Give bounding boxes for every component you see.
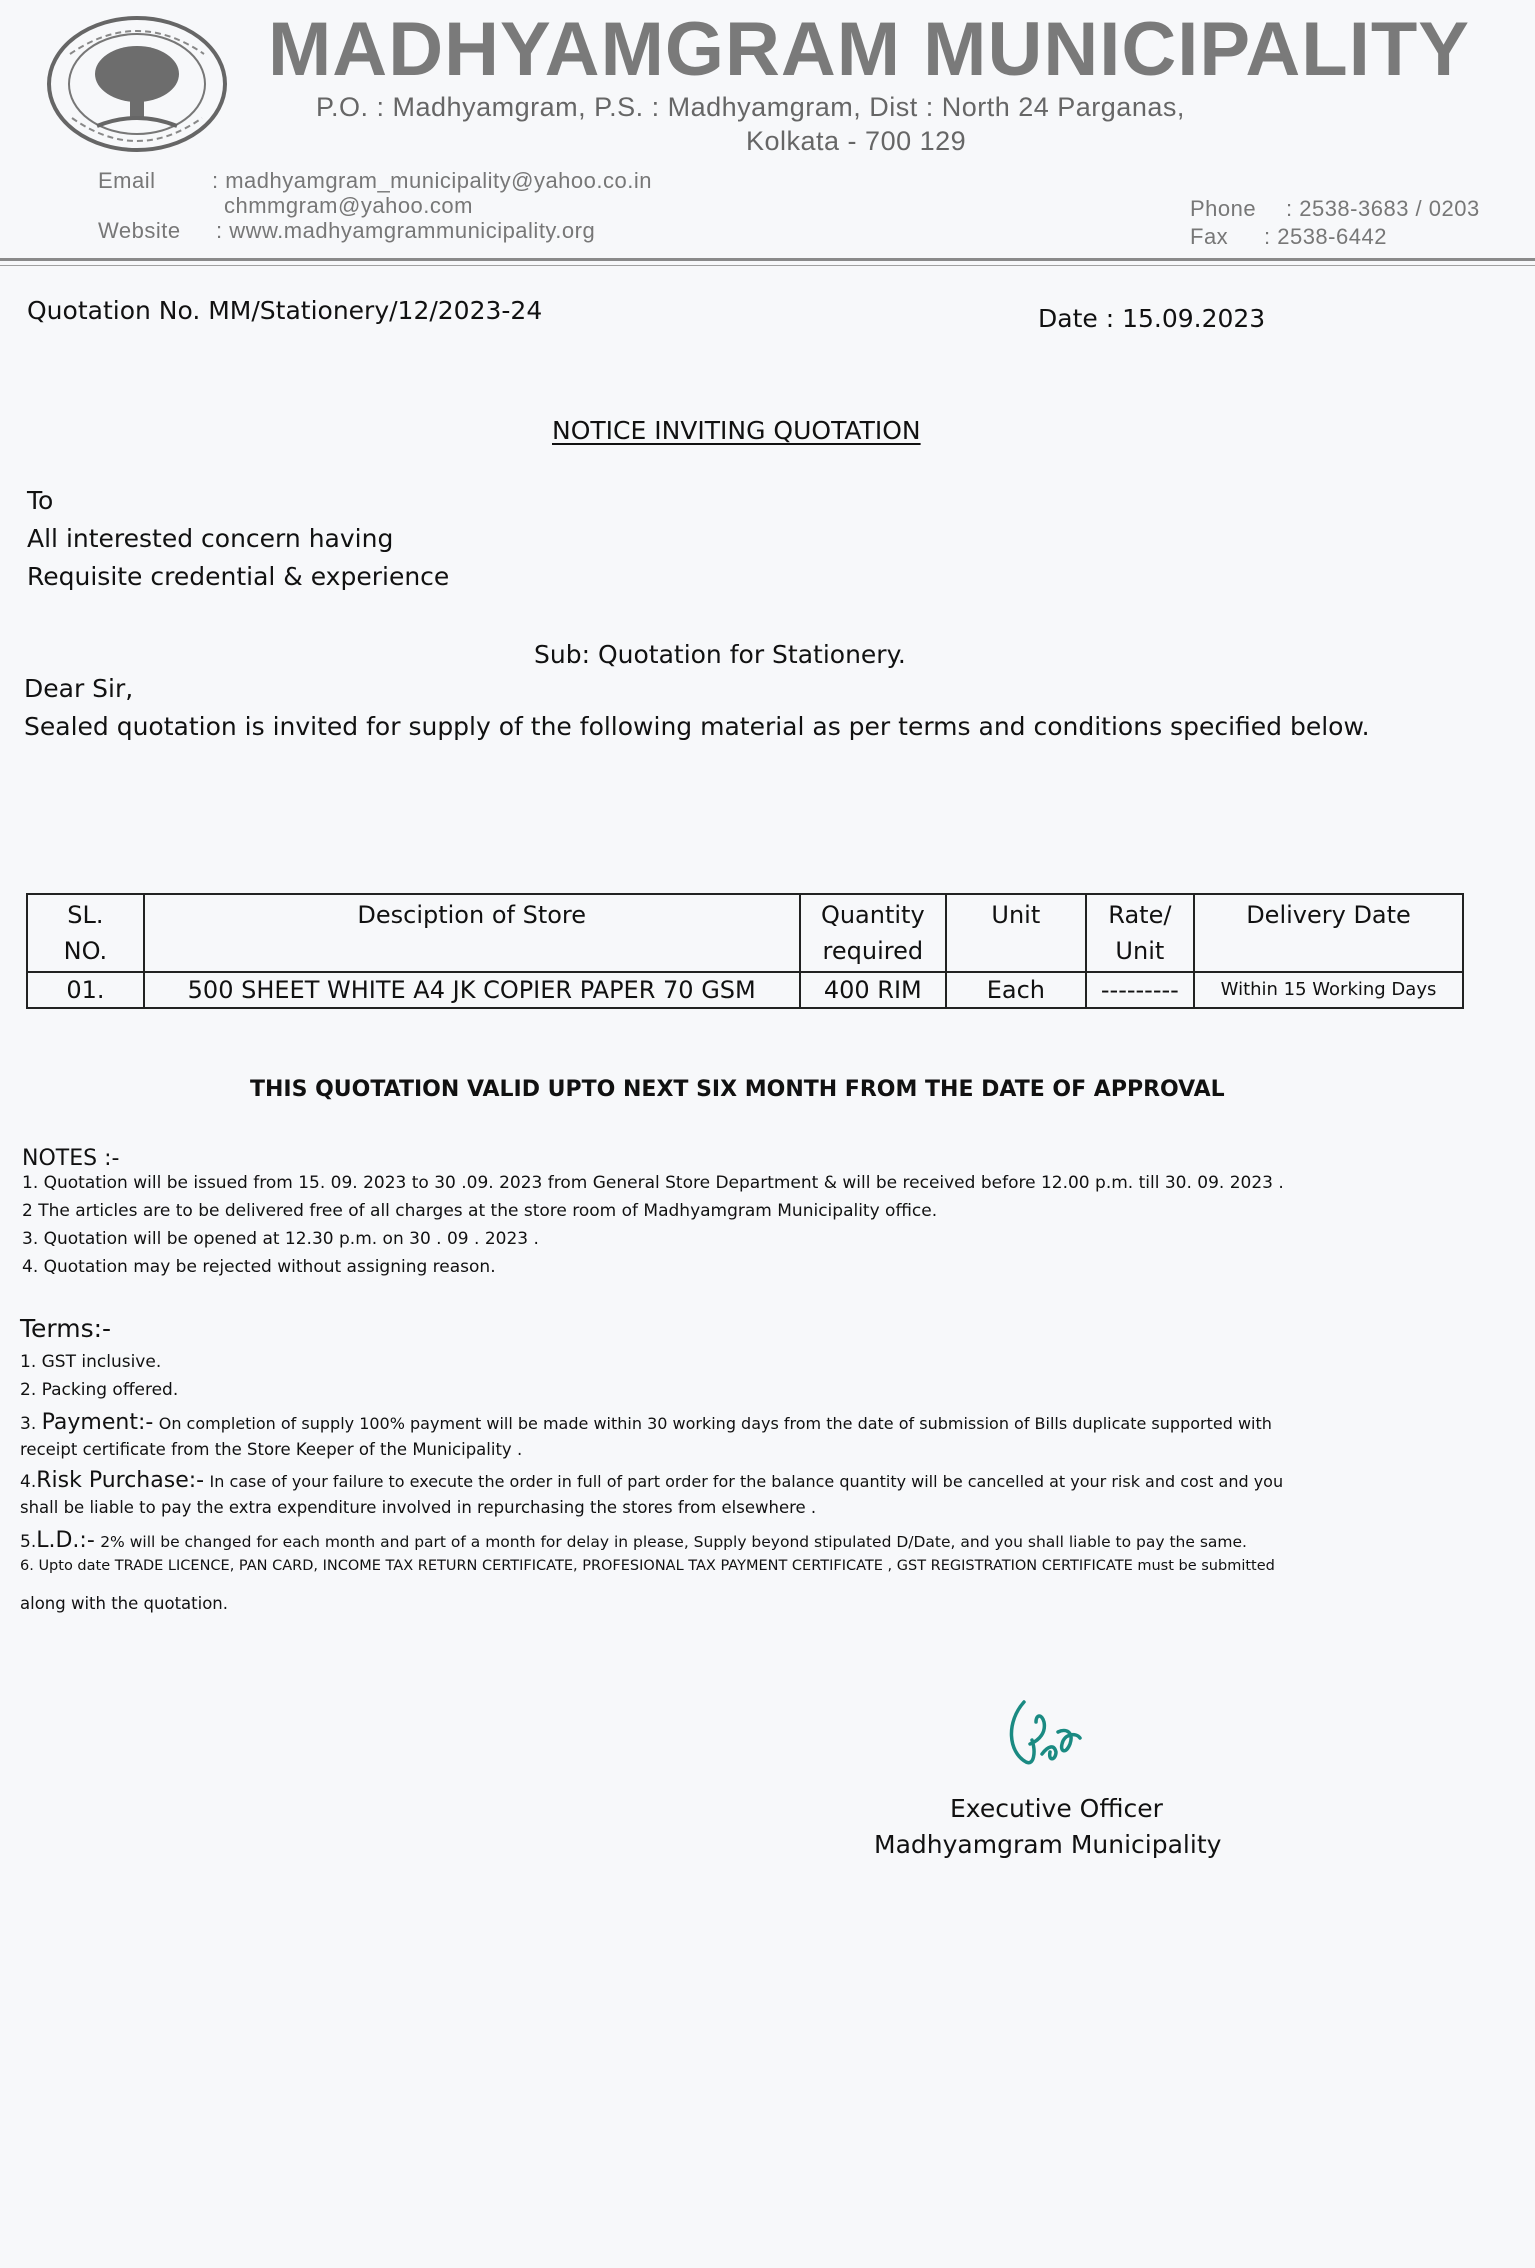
quotation-number: Quotation No. MM/Stationery/12/2023-24: [27, 296, 543, 325]
cell-description: 500 SHEET WHITE A4 JK COPIER PAPER 70 GSM: [144, 972, 800, 1008]
col-header-text: SL.: [67, 901, 104, 929]
letterhead-rule: [0, 258, 1535, 261]
col-header-text: required: [822, 937, 924, 965]
col-header-unit: Unit: [946, 894, 1086, 972]
term-5-number: 5.: [20, 1532, 37, 1552]
term-5-line-1: [20, 1528, 1247, 1553]
table-row: [27, 972, 1463, 1008]
municipality-seal-logo: [42, 14, 232, 154]
handwritten-signature: [996, 1692, 1106, 1782]
email-1: : madhyamgram_municipality@yahoo.co.in: [212, 168, 652, 193]
col-header-description: Desciption of Store: [144, 894, 800, 972]
intro-paragraph: Sealed quotation is invited for supply of the following material as per terms and conditions specified below.: [24, 712, 1370, 741]
cell-delivery-date: Within 15 Working Days: [1194, 972, 1463, 1008]
col-header-quantity: [800, 894, 946, 972]
signatory-organization: Madhyamgram Municipality: [874, 1830, 1222, 1859]
email-2: chmmgram@yahoo.com: [224, 193, 473, 218]
fax-number: : 2538-6442: [1264, 224, 1387, 249]
term-3-number: 3.: [20, 1414, 37, 1434]
phone-number: : 2538-3683 / 0203: [1286, 196, 1480, 221]
note-item-3: 3. Quotation will be opened at 12.30 p.m. on 30 . 09 . 2023 .: [22, 1229, 539, 1249]
col-header-text: NO.: [63, 937, 108, 965]
cell-unit: Each: [946, 972, 1086, 1008]
fax-label: Fax: [1190, 224, 1229, 249]
cell-quantity: 400 RIM: [800, 972, 946, 1008]
cell-rate: ---------: [1086, 972, 1194, 1008]
address-line-1: P.O. : Madhyamgram, P.S. : Madhyamgram, Dist : North 24 Parganas,: [316, 92, 1185, 122]
term-6-line-1: 6. Upto date TRADE LICENCE, PAN CARD, INCOME TAX RETURN CERTIFICATE, PROFESIONAL TAX PAYMENT CERTIFICATE , GST REGISTRATION CERTIFICATE must be submitted: [20, 1558, 1275, 1574]
validity-statement: THIS QUOTATION VALID UPTO NEXT SIX MONTH FROM THE DATE OF APPROVAL: [250, 1077, 1225, 1102]
letterhead-rule-thin: [0, 265, 1535, 266]
cell-sl-no: 01.: [27, 972, 144, 1008]
table-header-row: [27, 894, 1463, 972]
term-3-line-1: [20, 1410, 1272, 1435]
notice-title: NOTICE INVITING QUOTATION: [552, 416, 921, 445]
website: : www.madhyamgrammunicipality.org: [216, 218, 596, 243]
col-header-text: Rate/: [1108, 901, 1172, 929]
term-4-label: Risk Purchase:-: [36, 1468, 205, 1493]
salutation: Dear Sir,: [24, 674, 134, 703]
col-header-text: Unit: [1115, 937, 1165, 965]
municipality-name: MADHYAMGRAM MUNICIPALITY: [268, 7, 1470, 92]
note-item-1: 1. Quotation will be issued from 15. 09. 2023 to 30 .09. 2023 from General Store Department & will be received before 12.00 p.m. till 30. 09. 2023 .: [22, 1173, 1284, 1193]
recipient-line-2: Requisite credential & experience: [27, 562, 450, 591]
col-header-delivery-date: Delivery Date: [1194, 894, 1463, 972]
term-3-label: Payment:-: [41, 1410, 154, 1435]
notes-heading: NOTES :-: [22, 1146, 120, 1171]
phone-label: Phone: [1190, 196, 1257, 221]
signatory-designation: Executive Officer: [950, 1794, 1163, 1823]
term-4-number: 4.: [20, 1472, 37, 1492]
terms-heading: Terms:-: [20, 1314, 112, 1343]
term-3-text: On completion of supply 100% payment will be made within 30 working days from the date of submission of Bills duplicate supported with: [158, 1414, 1272, 1433]
col-header-text: Quantity: [820, 901, 925, 929]
website-label: Website: [98, 218, 181, 243]
quotation-items-table: [26, 893, 1464, 1009]
term-3-line-2: receipt certificate from the Store Keeper of the Municipality .: [20, 1440, 523, 1459]
term-5-label: L.D.:-: [36, 1528, 95, 1553]
note-item-2: 2 The articles are to be delivered free of all charges at the store room of Madhyamgram Municipality office.: [22, 1201, 938, 1221]
subject-line: Sub: Quotation for Stationery.: [534, 640, 906, 669]
term-4-text: In case of your failure to execute the order in full of part order for the balance quantity will be cancelled at your risk and cost and you: [209, 1472, 1284, 1491]
quotation-date: Date : 15.09.2023: [1038, 304, 1266, 333]
term-2: 2. Packing offered.: [20, 1380, 179, 1400]
email-label: Email: [98, 168, 156, 193]
term-5-text: 2% will be changed for each month and part of a month for delay in please, Supply beyond stipulated D/Date, and you shall liable to pay the same.: [100, 1533, 1247, 1551]
address-line-2: Kolkata - 700 129: [746, 126, 967, 156]
term-4-line-2: shall be liable to pay the extra expenditure involved in repurchasing the stores from elsewhere .: [20, 1498, 817, 1517]
col-header-rate: [1086, 894, 1194, 972]
recipient-to: To: [27, 486, 54, 515]
col-header-sl-no: [27, 894, 144, 972]
term-1: 1. GST inclusive.: [20, 1352, 162, 1372]
note-item-4: 4. Quotation may be rejected without assigning reason.: [22, 1257, 496, 1277]
term-4-line-1: [20, 1468, 1283, 1493]
term-6-line-2: along with the quotation.: [20, 1594, 228, 1613]
recipient-line-1: All interested concern having: [27, 524, 394, 553]
